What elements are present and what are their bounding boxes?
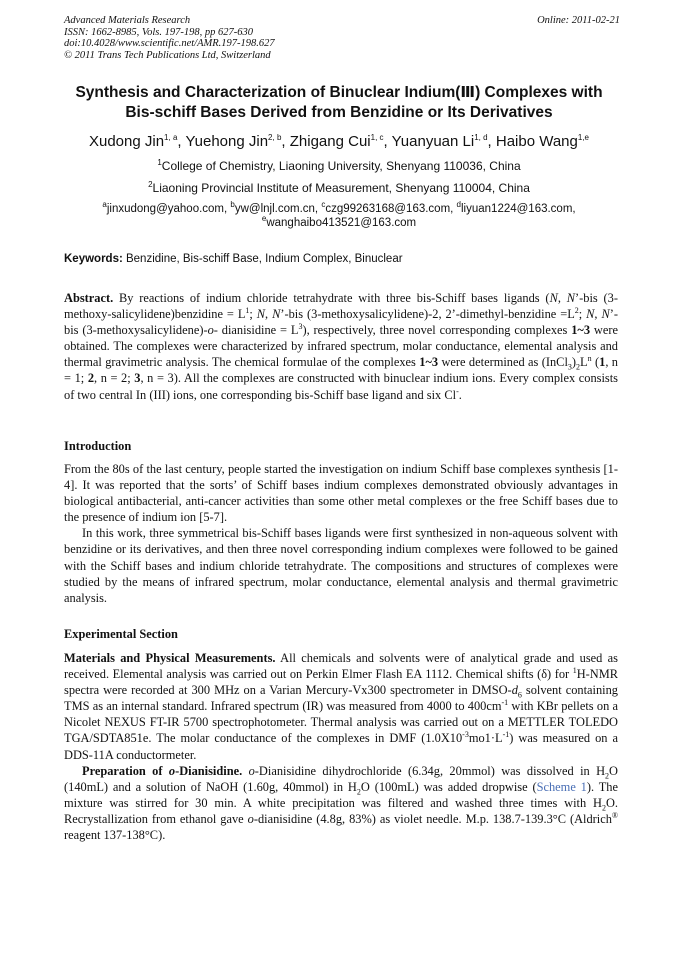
subsection-label: Materials and Physical Measurements. xyxy=(64,651,276,665)
exp-text: -dianisidine (4.8g, 83%) as violet needle. M.p. 138.7-139.3°C (Aldrich xyxy=(253,811,612,826)
preparation-paragraph xyxy=(64,763,618,843)
experimental-body xyxy=(64,650,618,843)
email-address: czg99263168@163.com, xyxy=(325,203,457,215)
abstract-text: ), respectively, three novel corresponding complexes xyxy=(302,323,572,338)
exp-text: o xyxy=(247,811,254,826)
abstract-text: , n = 1; xyxy=(64,355,618,386)
abstract-text: o xyxy=(207,323,214,338)
author-affil-mark: 2, b xyxy=(268,133,282,142)
author-name: Haibo Wang xyxy=(495,133,578,150)
exp-text: o xyxy=(248,763,255,778)
abstract-text: , xyxy=(594,307,602,322)
author-name: Yuanyuan Li xyxy=(391,133,475,150)
journal-header xyxy=(64,15,620,61)
abstract-text: 1 xyxy=(245,305,250,315)
exp-text: O. Recrystallization from ethanol gave xyxy=(64,795,618,826)
exp-text: d xyxy=(511,683,518,698)
exp-text: -1 xyxy=(501,698,509,708)
email-address: wanghaibo413521@163.com xyxy=(266,217,417,229)
abstract-text: ( xyxy=(591,355,600,370)
abstract-label: Abstract. xyxy=(64,291,114,305)
email-mark: a xyxy=(102,200,107,210)
title-line-1: Synthesis and Characterization of Binuclear Indium(Ⅲ) Complexes with xyxy=(75,84,603,101)
exp-text: with KBr pellets on a Nicolet NEXUS FT-IR 5700 spectrophotometer. Thermal analysis was carried out on a METTLER TOLEDO TGA/SDTA851e. The molar conductance of the complexes in DMF (1.0X10 xyxy=(64,699,619,746)
abstract-text: By reactions of indium chloride tetrahydrate with three bis-Schiff bases ligands ( xyxy=(113,291,550,305)
abstract-text: ’-bis (3-methoxysalicylidene)- xyxy=(64,307,618,338)
abstract-text: 2 xyxy=(576,362,581,372)
title-line-2: Bis-schiff Bases Derived from Benzidine or Its Derivatives xyxy=(125,104,553,121)
introduction-body xyxy=(64,461,618,606)
author-name: Zhigang Cui xyxy=(289,133,371,150)
exp-text: -1 xyxy=(502,730,510,740)
abstract-text: 1~3 xyxy=(571,323,591,338)
paper-title xyxy=(40,83,638,123)
author-name: Xudong Jin xyxy=(88,133,165,150)
abstract-text: ’-bis (3-methoxy-salicylidene)benzidine = L xyxy=(64,291,618,322)
abstract-text: 1~3 xyxy=(419,355,439,370)
email-address: jinxudong@yahoo.com, xyxy=(106,203,231,215)
email-address: yw@lnjl.com.cn, xyxy=(234,203,322,215)
abstract-text: were obtained. The complexes were characterized by infrared spectrum, molar conductance, elemental analysis and thermal gravimetric analysis. The chemical formulae of the complexes xyxy=(64,323,619,370)
exp-text: -Dianisidine dihydrochloride (6.34g, 20mmol) was dissolved in H xyxy=(254,763,606,778)
abstract-text: , n = 2; xyxy=(94,371,135,386)
affiliation-1 xyxy=(40,159,638,174)
keywords-text: Benzidine, Bis-schiff Base, Indium Complex, Binuclear xyxy=(122,253,403,265)
exp-text: 2 xyxy=(605,771,610,781)
keywords xyxy=(64,253,620,265)
author-affil-mark: 1, d xyxy=(474,133,488,142)
author-affil-mark: 1,e xyxy=(577,133,589,142)
abstract-text: n xyxy=(587,354,592,364)
abstract-text: 2 xyxy=(574,305,579,315)
intro-paragraph-1: From the 80s of the last century, people started the investigation on indium Schiff base complexes synthesis [1-4]. It was reported that the sorts’ of Schiff bases indium complexes demonstrated obviously advantages in biological antibacterial, anti-cancer activities than some other metal complexes or the free Schiff bases due to the presence of indium ion [5-7]. xyxy=(64,462,618,525)
exp-text: 6 xyxy=(517,690,522,700)
email-mark: b xyxy=(230,200,235,210)
abstract-text: , n = 3). All the complexes are constructed with binuclear indium ions. Every complex consists of two central In (III) ions, one corresponding bis-Schiff base ligand and six Cl xyxy=(64,371,619,402)
abstract-text: L xyxy=(580,355,588,370)
abstract-text: - xyxy=(456,386,459,396)
abstract-text: 3 xyxy=(567,362,572,372)
abstract-text: 3 xyxy=(298,322,303,332)
author-name: Yuehong Jin xyxy=(185,133,269,150)
affil-text: College of Chemistry, Liaoning University, Shenyang 110036, China xyxy=(161,159,521,173)
subsection-label xyxy=(82,764,242,778)
exp-text: O (100mL) was added dropwise ( xyxy=(360,779,537,794)
abstract-text: ) xyxy=(571,355,577,370)
exp-text: 2 xyxy=(356,787,361,797)
intro-paragraph-2: In this work, three symmetrical bis-Schiff bases ligands were first synthesized in non-aqueous solvent with benzidine or its derivatives, and then three novel corresponding indium complexes were followed to be gained with the Schiff bases and indium chloride tetrahydrate. The compositions and structures of complexes were studied by the means of infrared spectrum, molar conductance, elemental analysis and thermal gravimetric analysis. xyxy=(64,526,618,605)
abstract-text: - dianisidine = L xyxy=(213,323,299,338)
journal-name: Advanced Materials Research xyxy=(64,15,191,26)
exp-text: ). The mixture was stirred for 30 min. A white precipitation was filtered and washed three times with H xyxy=(64,779,618,810)
exp-text: 1 xyxy=(572,665,577,675)
author-list: Xudong Jin$^{1, a}$, Yuehong Jin$^{2, b}$, Zhigang Cui$^{1, c}$, Yuanyuan Li$^{1, d}$, Haibo Wang$^{1,e}$ xyxy=(88,133,589,150)
online-date: Online: 2011-02-21 xyxy=(537,15,620,26)
abstract-text: N xyxy=(549,291,558,305)
email-mark: d xyxy=(456,200,461,210)
scheme-link[interactable]: Scheme 1 xyxy=(536,779,587,794)
abstract-text: N xyxy=(256,307,266,322)
section-heading-introduction: Introduction xyxy=(64,439,132,453)
abstract-text: , xyxy=(265,307,273,322)
exp-text: o xyxy=(168,763,176,778)
exp-text: All chemicals and solvents were of analytical grade and used as received. Elemental analysis was carried out on Perkin Elmer Flash EA 1112. Chemical shifts (δ) for xyxy=(64,651,618,682)
abstract-text: 1 xyxy=(599,355,606,370)
exp-text: -3 xyxy=(462,730,469,740)
affiliation-2 xyxy=(40,181,638,196)
abstract-text: . xyxy=(458,387,462,402)
keywords-label: Keywords: xyxy=(64,253,123,265)
exp-text: solvent containing TMS as an internal standard. Infrared spectrum (IR) was measured from 4000 to 400cm xyxy=(64,683,619,714)
abstract xyxy=(64,290,618,403)
abstract-text: ; xyxy=(249,307,257,322)
exp-text: H-NMR spectra were recorded at 300 MHz on a Varian Mercury-Vx300 spectrometer in DMSO- xyxy=(64,667,618,698)
affil-number: 1 xyxy=(157,158,162,167)
email-mark: e xyxy=(261,214,267,224)
affil-number: 2 xyxy=(148,180,153,189)
email-list xyxy=(40,202,638,230)
abstract-text: ’-bis (3-methoxysalicylidene)-2, 2’-dimethyl-benzidine =L xyxy=(280,307,575,322)
abstract-text: ; xyxy=(578,307,587,322)
copyright-line: © 2011 Trans Tech Publications Ltd, Switzerland xyxy=(64,49,271,61)
email-mark: c xyxy=(321,200,326,210)
exp-text: Preparation of xyxy=(82,763,169,778)
abstract-text: N xyxy=(601,307,610,322)
abstract-text: N xyxy=(586,307,595,322)
doi-line: doi:10.4028/www.scientific.net/AMR.197-198.627 xyxy=(64,38,275,50)
abstract-text: 3 xyxy=(134,371,141,386)
section-heading-experimental: Experimental Section xyxy=(64,627,178,641)
abstract-text: N xyxy=(272,307,281,322)
abstract-text: , xyxy=(557,291,567,305)
author-affil-mark: 1, c xyxy=(370,133,384,142)
exp-text: -Dianisidine. xyxy=(175,763,243,778)
author-affil-mark: 1, a xyxy=(164,133,178,142)
affil-text: Liaoning Provincial Institute of Measurement, Shenyang 110004, China xyxy=(152,181,530,195)
abstract-text: 2 xyxy=(87,371,95,386)
exp-text: mo1·L xyxy=(468,731,503,746)
exp-text: ) was measured on a DDS-11A conductormeter. xyxy=(64,731,618,762)
abstract-text: N xyxy=(566,291,576,305)
issn-line: ISSN: 1662-8985, Vols. 197-198, pp 627-630 xyxy=(64,26,253,38)
abstract-text: were determined as (InCl xyxy=(438,355,568,370)
email-address: liyuan1224@163.com, xyxy=(461,203,576,215)
exp-text: reagent 137-138°C). xyxy=(64,828,166,843)
exp-text: O (140mL) and a solution of NaOH (1.60g, 40mmol) in H xyxy=(64,763,618,794)
exp-text: 2 xyxy=(601,803,606,813)
exp-text: ® xyxy=(611,810,618,820)
